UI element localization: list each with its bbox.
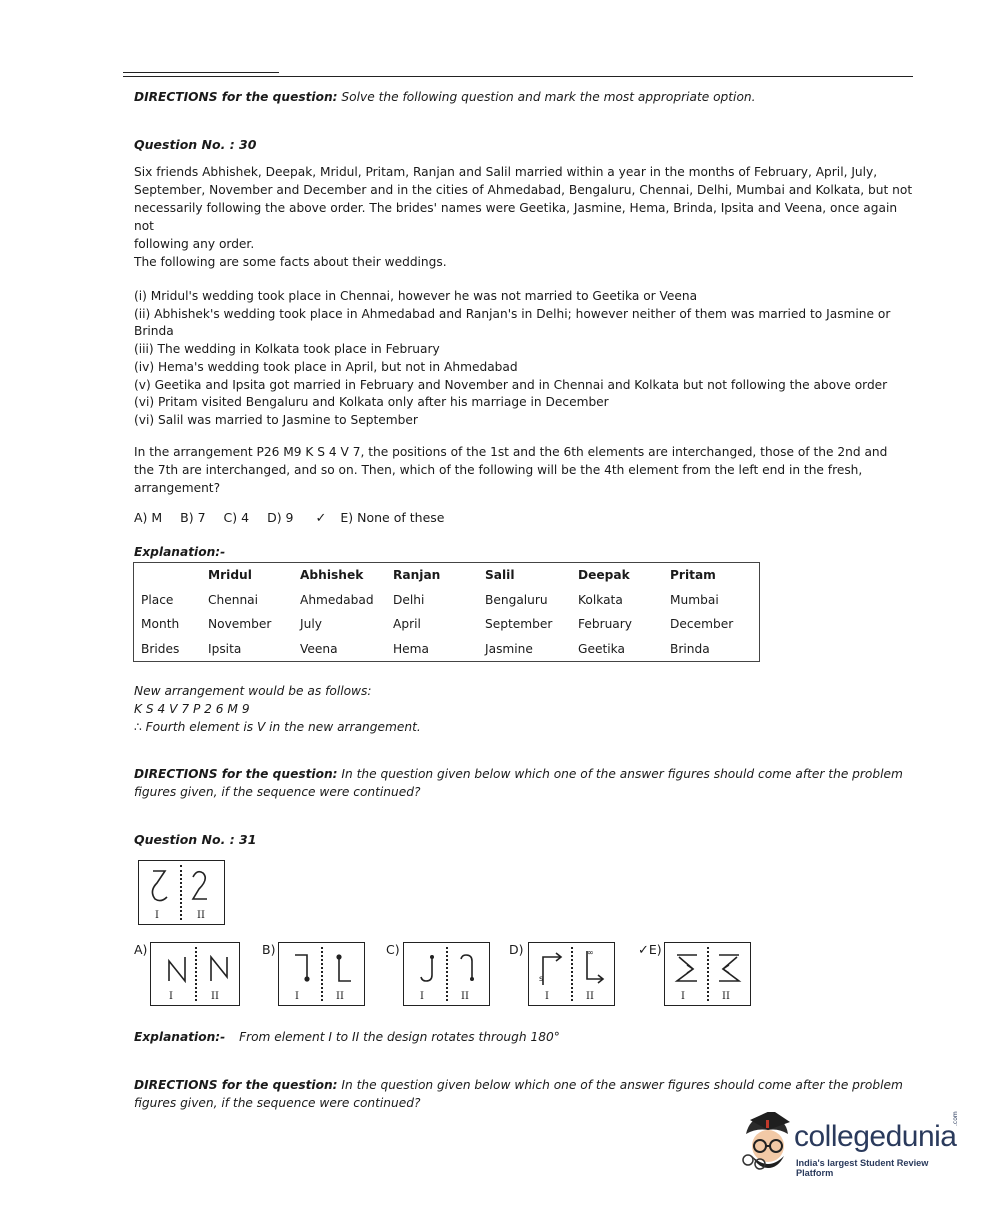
option-c-element-i-icon (416, 953, 440, 985)
table-cell: Brides (141, 641, 180, 656)
question-line: arrangement? (134, 481, 221, 495)
intro-line: necessarily following the above order. The brides' names were Geetika, Jasmine, Hema, Brinda, Ipsita and Veena, once again not (134, 201, 898, 233)
table-cell: Bengaluru (485, 592, 548, 607)
fact-item: Brinda (134, 324, 174, 339)
table-cell: Kolkata (578, 592, 623, 607)
option-a[interactable]: A) M (134, 510, 163, 525)
fact-item: (v) Geetika and Ipsita got married in February and November and in Chennai and Kolkata but not following the above order (134, 377, 888, 392)
roman-label: I (681, 991, 685, 1002)
directions-text: figures given, if the sequence were continued? (134, 785, 421, 799)
table-row (134, 588, 759, 613)
table-cell: Jasmine (485, 641, 533, 656)
question-31-explanation (134, 1030, 560, 1044)
explanation-text: From element I to II the design rotates through 180° (239, 1030, 560, 1044)
table-cell: April (393, 617, 421, 632)
roman-label: II (336, 991, 344, 1002)
fact-item: (i) Mridul's wedding took place in Chennai, however he was not married to Geetika or Veena (134, 289, 698, 303)
roman-label: II (211, 991, 219, 1002)
table-cell: Mumbai (670, 592, 719, 607)
table-row (134, 612, 759, 637)
roman-label: I (295, 991, 299, 1002)
table-header-row (134, 563, 759, 588)
figure-divider (571, 947, 573, 1001)
facts-intro: The following are some facts about their weddings. (134, 255, 447, 269)
mascot-logo-icon (738, 1112, 794, 1172)
figure-divider (446, 947, 448, 1001)
figure-option-e-label (638, 942, 662, 958)
fact-item: (ii) Abhishek's wedding took place in Ahmedabad and Ranjan's in Delhi; however neither of them was married to Jasmine or (134, 306, 891, 321)
roman-label: I (545, 991, 549, 1002)
option-e-element-ii-icon (713, 951, 743, 985)
fact-item: (iii) The wedding in Kolkata took place in February (134, 342, 440, 357)
option-a-element-ii-icon (207, 955, 231, 983)
table-header: Pritam (670, 568, 716, 583)
table-cell: Month (141, 617, 180, 632)
option-c-element-ii-icon (456, 951, 480, 985)
fact-item: (iv) Hema's wedding took place in April, but not in Ahmedabad (134, 359, 518, 374)
option-d[interactable]: D) 9 (267, 510, 294, 525)
roman-label: II (197, 910, 205, 921)
intro-line: Six friends Abhishek, Deepak, Mridul, Pritam, Ranjan and Salil married within a year in the months of February, April, July, (134, 165, 878, 179)
option-e-label: E) None of these (340, 510, 445, 525)
table-cell: Hema (393, 641, 430, 656)
svg-text:∞: ∞ (587, 948, 594, 957)
collegedunia-logo (738, 1112, 963, 1182)
explanation-table-box (133, 562, 760, 662)
roman-label: II (461, 991, 469, 1002)
directions-text: In the question given below which one of the answer figures should come after the problem (341, 767, 903, 781)
correct-tick-icon: ✓ (315, 511, 327, 526)
table-cell: Veena (300, 641, 338, 656)
problem-figure (138, 860, 225, 925)
table-cell: July (300, 617, 322, 632)
header-rule-short (123, 72, 279, 73)
directions-1 (134, 88, 756, 106)
facts-list (134, 288, 914, 430)
explanation-after (134, 682, 421, 736)
directions-label: DIRECTIONS for the question: (134, 767, 338, 781)
table-cell: Delhi (393, 592, 425, 607)
explanation-line: New arrangement would be as follows: (134, 684, 372, 698)
table-cell: February (578, 617, 633, 632)
table-cell: Brinda (670, 641, 710, 656)
intro-line: following any order. (134, 237, 255, 251)
directions-text: Solve the following question and mark the most appropriate option. (341, 90, 756, 104)
figure-divider (180, 865, 182, 920)
explanation-line: K S 4 V 7 P 2 6 M 9 (134, 702, 250, 716)
table-row (134, 637, 759, 662)
fact-item: (vi) Salil was married to Jasmine to September (134, 412, 418, 427)
explanation-table (134, 563, 759, 661)
roman-label: II (586, 991, 594, 1002)
directions-2 (134, 765, 914, 801)
roman-label: I (169, 991, 173, 1002)
roman-label: I (155, 910, 159, 921)
table-cell: November (208, 617, 272, 632)
problem-element-ii-icon (187, 867, 215, 905)
table-cell: Ahmedabad (300, 592, 374, 607)
table-cell: Ipsita (208, 641, 242, 656)
explanation-line: ∴ Fourth element is V in the new arrangement. (134, 720, 421, 734)
table-header: Ranjan (393, 568, 441, 583)
figure-option-c[interactable] (403, 942, 490, 1006)
table-header: Abhishek (300, 568, 364, 583)
table-header: Salil (485, 568, 515, 583)
fact-item: (vi) Pritam visited Bengaluru and Kolkata only after his marriage in December (134, 395, 609, 410)
svg-text:s: s (539, 974, 544, 983)
figure-option-e[interactable] (664, 942, 751, 1006)
explanation-label: Explanation:- (134, 545, 226, 559)
option-b-element-ii-icon (331, 951, 355, 985)
option-b[interactable]: B) 7 (180, 510, 206, 525)
figure-option-c-label: C) (386, 942, 400, 957)
directions-label: DIRECTIONS for the question: (134, 1078, 338, 1092)
roman-label: I (420, 991, 424, 1002)
option-e-element-i-icon (673, 951, 703, 985)
figure-option-a-label: A) (134, 942, 148, 957)
option-d-element-ii-icon (577, 947, 607, 987)
option-c[interactable]: C) 4 (223, 510, 250, 525)
figure-option-b[interactable] (278, 942, 365, 1006)
logo-suffix: .com (952, 1111, 959, 1126)
correct-tick-icon: ✓ (638, 943, 649, 958)
header-rule (123, 76, 913, 77)
directions-text: figures given, if the sequence were continued? (134, 1096, 421, 1110)
figure-divider (707, 947, 709, 1001)
question-line: In the arrangement P26 M9 K S 4 V 7, the positions of the 1st and the 6th elements are interchanged, those of the 2nd and (134, 445, 888, 459)
option-d-element-i-icon (537, 947, 567, 987)
table-header (134, 563, 208, 588)
answer-options (134, 510, 472, 526)
explanation-label: Explanation:- (134, 1030, 226, 1044)
table-header: Mridul (208, 568, 252, 583)
question-30-intro (134, 163, 914, 253)
option-e[interactable] (315, 510, 458, 525)
roman-label: II (722, 991, 730, 1002)
option-a-element-i-icon (165, 955, 189, 983)
table-header: Deepak (578, 568, 630, 583)
figure-divider (321, 947, 323, 1001)
directions-3 (134, 1076, 914, 1112)
option-e-text: E) (648, 942, 662, 957)
directions-text: In the question given below which one of the answer figures should come after the problem (341, 1078, 903, 1092)
option-b-element-i-icon (291, 951, 315, 985)
question-31-heading: Question No. : 31 (134, 832, 257, 847)
figure-option-a[interactable] (150, 942, 240, 1006)
logo-tagline: India's largest Student Review Platform (796, 1158, 929, 1178)
figure-option-d-label: D) (509, 942, 524, 957)
table-cell: Geetika (578, 641, 625, 656)
table-cell: Chennai (208, 592, 259, 607)
directions-label: DIRECTIONS for the question: (134, 90, 338, 104)
table-cell: December (670, 617, 734, 632)
intro-line: September, November and December and in the cities of Ahmedabad, Bengaluru, Chennai, Delhi, Mumbai and Kolkata, but not (134, 183, 913, 197)
figure-option-d[interactable] (528, 942, 615, 1006)
logo-wordmark: collegedunia (794, 1120, 957, 1153)
figure-divider (195, 947, 197, 1001)
question-line: the 7th are interchanged, and so on. Then, which of the following will be the 4th element from the left end in the fresh, (134, 463, 863, 477)
figure-option-b-label: B) (262, 942, 276, 957)
table-cell: Place (141, 592, 174, 607)
question-30-text (134, 443, 914, 497)
question-30-heading: Question No. : 30 (134, 137, 257, 152)
problem-element-i-icon (147, 867, 175, 905)
table-cell: September (485, 617, 553, 632)
